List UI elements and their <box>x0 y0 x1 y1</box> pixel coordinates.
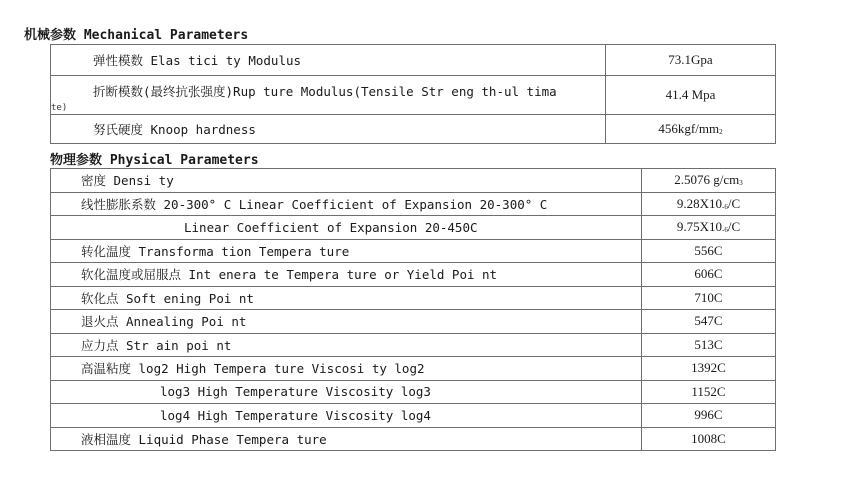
param-value: 9.75X10 <box>676 219 722 235</box>
param-label: 密度 Densi ty <box>51 169 642 193</box>
table-row <box>51 216 776 240</box>
param-label: log3 High Temperature Viscosity log3 <box>51 380 642 404</box>
param-label: log4 High Temperature Viscosity log4 <box>51 404 642 428</box>
param-value: 456kgf/mm <box>658 121 720 136</box>
unit-subscript: 3 <box>739 179 743 188</box>
param-label: 高温粘度 log2 High Tempera ture Viscosi ty log2 <box>51 357 642 381</box>
param-value: 73.1Gpa <box>606 45 776 76</box>
param-value: 2.5076 g/cm <box>674 172 740 188</box>
param-value-cell <box>642 169 776 193</box>
table-row <box>51 115 776 144</box>
table-row <box>51 310 776 334</box>
param-value: 606C <box>642 263 776 287</box>
param-value: 41.4 Mpa <box>606 76 776 115</box>
param-value: 9.28X10 <box>676 195 722 211</box>
param-unit: /C <box>727 219 741 235</box>
table-row <box>51 380 776 404</box>
param-value: 1008C <box>642 427 776 451</box>
table-row <box>51 239 776 263</box>
param-label: 液相温度 Liquid Phase Tempera ture <box>51 427 642 451</box>
param-label-cell <box>51 76 606 115</box>
param-label: 线性膨胀系数 20-300° C Linear Coefficient of Expansion 20-300° C <box>51 192 642 216</box>
param-value: 513C <box>642 333 776 357</box>
mechanical-parameters-table <box>50 44 776 144</box>
exponent-subscript: -6 <box>722 226 728 235</box>
param-value: 710C <box>642 286 776 310</box>
param-value-cell <box>642 192 776 216</box>
param-label: 努氏硬度 Knoop hardness <box>51 115 606 144</box>
param-value-cell <box>606 115 776 144</box>
param-label: 软化点 Soft ening Poi nt <box>51 286 642 310</box>
param-label: 折断模数(最终抗张强度)Rup ture Modulus(Tensile Str eng th-ul tima <box>93 84 557 99</box>
param-label: 软化温度或屈服点 Int enera te Tempera ture or Yield Poi nt <box>51 263 642 287</box>
param-label: 退火点 Annealing Poi nt <box>51 310 642 334</box>
param-value-cell <box>642 216 776 240</box>
param-value: 547C <box>642 310 776 334</box>
table-row <box>51 76 776 115</box>
param-value: 556C <box>642 239 776 263</box>
physical-parameters-table <box>50 168 776 451</box>
table-row <box>51 333 776 357</box>
table-row <box>51 45 776 76</box>
param-label-overflow: te) <box>51 103 68 113</box>
unit-subscript: 2 <box>719 128 723 136</box>
table-row <box>51 357 776 381</box>
param-unit: /C <box>727 195 741 211</box>
param-label: 应力点 Str ain poi nt <box>51 333 642 357</box>
exponent-subscript: -6 <box>722 202 728 211</box>
table-row <box>51 427 776 451</box>
physical-section-title: 物理参数 Physical Parameters <box>50 153 259 168</box>
param-value: 1392C <box>642 357 776 381</box>
param-value: 1152C <box>642 380 776 404</box>
param-value: 996C <box>642 404 776 428</box>
table-row <box>51 404 776 428</box>
param-label: 转化温度 Transforma tion Tempera ture <box>51 239 642 263</box>
param-label: Linear Coefficient of Expansion 20-450C <box>51 216 642 240</box>
table-row <box>51 263 776 287</box>
mechanical-section-title: 机械参数 Mechanical Parameters <box>24 28 249 43</box>
table-row <box>51 169 776 193</box>
param-label: 弹性模数 Elas tici ty Modulus <box>51 45 606 76</box>
table-row <box>51 286 776 310</box>
table-row <box>51 192 776 216</box>
